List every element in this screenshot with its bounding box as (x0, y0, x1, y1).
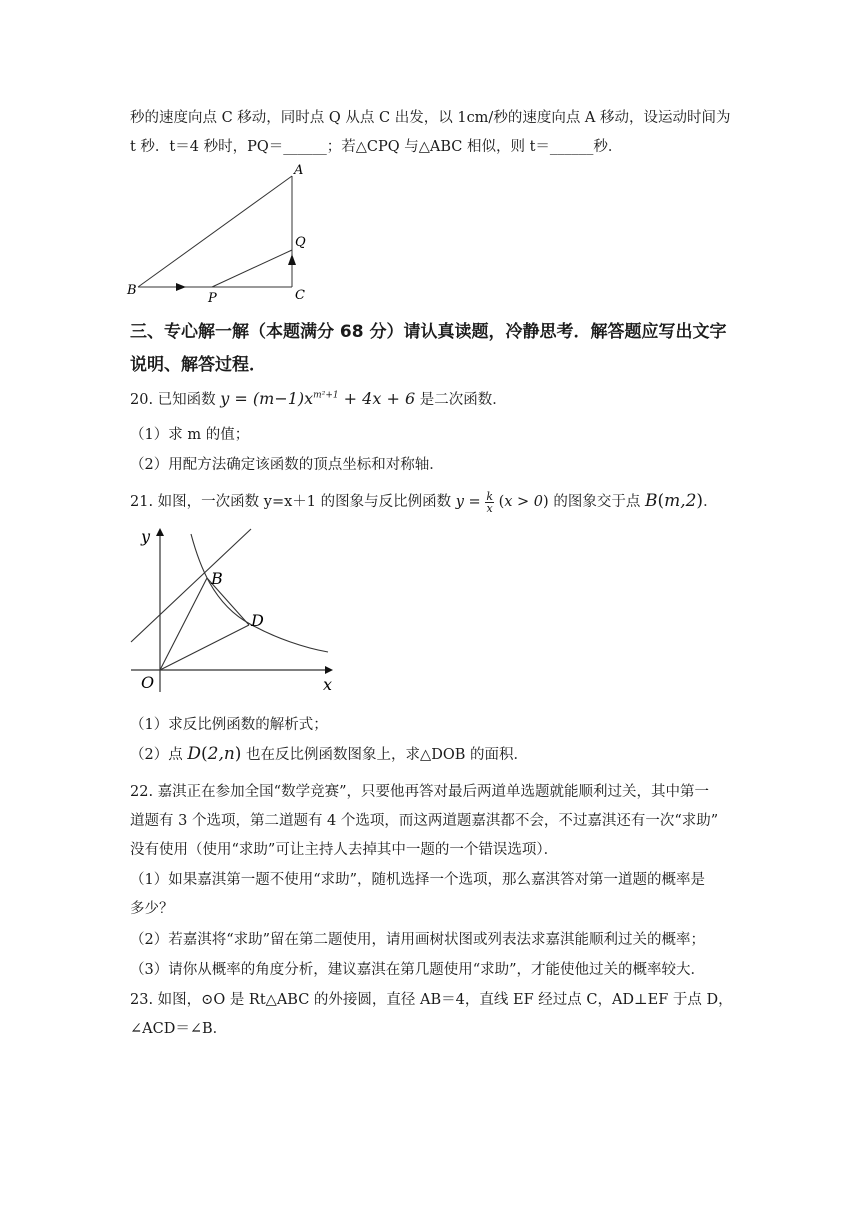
q20-part1: （1）求 m 的值； (130, 427, 250, 443)
q21-part2-suffix: 也在反比例函数图象上，求△DOB 的面积． (246, 747, 528, 763)
q20-part2: （2）用配方法确定该函数的顶点坐标和对称轴． (130, 457, 444, 473)
q21-point-b: B(m,2) (644, 491, 704, 511)
label-a: A (294, 163, 304, 178)
q19-line2: t 秒．t＝4 秒时，PQ＝______；若△CPQ 与△ABC 相似，则 t＝______秒． (130, 139, 623, 155)
section3-heading-line2: 说明、解答过程． (130, 355, 266, 375)
q23-line1: 23. 如图，⊙O 是 Rt△ABC 的外接圆，直径 AB＝4，直线 EF 经过点 C，AD⊥EF 于点 D， (130, 992, 733, 1008)
segment-od (160, 625, 249, 670)
section3-heading-line1: 三、专心解一解（本题满分 68 分）请认真读题，冷静思考．解答题应写出文字 (130, 322, 727, 342)
q22-line1: 22. 嘉淇正在参加全国“数学竞赛”，只要他再答对最后两道单选题就能顺利过关，其中第一 (130, 784, 709, 800)
side-ba (138, 176, 292, 287)
q20-formula: $y = (m-1)x^{m^2+1} + 4x + 6$ (220, 389, 416, 408)
q21-graph-figure (125, 524, 350, 696)
q21-stem-mid: 的图象交于点 (553, 494, 641, 510)
label-b-point: B (211, 569, 223, 588)
q20-stem (130, 388, 507, 409)
label-c: C (295, 288, 305, 303)
q20-stem-prefix: 20. 已知函数 (130, 392, 216, 408)
label-y: y (141, 527, 151, 546)
q22-part1-b: 多少？ (130, 901, 174, 917)
label-o: O (141, 673, 155, 692)
q20-stem-suffix: 是二次函数． (419, 392, 507, 408)
q21-stem: 21. 如图，一次函数 y=x＋1 的图象与反比例函数 y = $\frac{k}{x}$ (x > 0) 的图象交于点 B(m,2)． (130, 489, 718, 515)
hyperbola-curve (191, 534, 328, 652)
q21-part2 (130, 743, 528, 764)
x-axis-arrow-icon (325, 666, 333, 674)
label-p: P (208, 291, 217, 306)
label-b: B (127, 283, 137, 298)
q21-point-d: D(2,n) (187, 744, 242, 764)
segment-ob (160, 578, 207, 670)
q21-part1: （1）求反比例函数的解析式； (130, 717, 328, 733)
y-axis-arrow-icon (156, 528, 164, 536)
segment-pq (212, 250, 292, 287)
q23-line2: ∠ACD＝∠B． (130, 1021, 228, 1037)
q21-stem-prefix: 21. 如图，一次函数 y=x＋1 的图象与反比例函数 (130, 494, 452, 510)
arrow-bp-icon (176, 283, 186, 291)
q22-line2: 道题有 3 个选项，第二道题有 4 个选项，而这两道题嘉淇都不会，不过嘉淇还有一次“求助” (130, 813, 719, 829)
label-x: x (323, 675, 333, 694)
q22-part2: （2）若嘉淇将“求助”留在第二题使用，请用画树状图或列表法求嘉淇能顺利过关的概率； (130, 932, 706, 948)
q21-inverse-function: y = $\frac{k}{x}$ (x > 0) (455, 489, 549, 515)
label-q: Q (295, 235, 306, 250)
q21-part2-prefix: （2）点 (130, 747, 183, 763)
q22-line3: 没有使用（使用“求助”可让主持人去掉其中一题的一个错误选项）． (130, 842, 559, 858)
arrow-cq-icon (288, 254, 296, 265)
q22-part1-a: （1）如果嘉淇第一题不使用“求助”，随机选择一个选项，那么嘉淇答对第一道题的概率是 (130, 872, 706, 888)
q19-line1: 秒的速度向点 C 移动，同时点 Q 从点 C 出发，以 1cm/秒的速度向点 A 移动，设运动时间为 (130, 110, 731, 126)
label-d-point: D (251, 611, 264, 630)
q22-part3: （3）请你从概率的角度分析，建议嘉淇在第几题使用“求助”，才能使他过关的概率较大． (130, 962, 706, 978)
q19-triangle-figure (120, 160, 320, 308)
